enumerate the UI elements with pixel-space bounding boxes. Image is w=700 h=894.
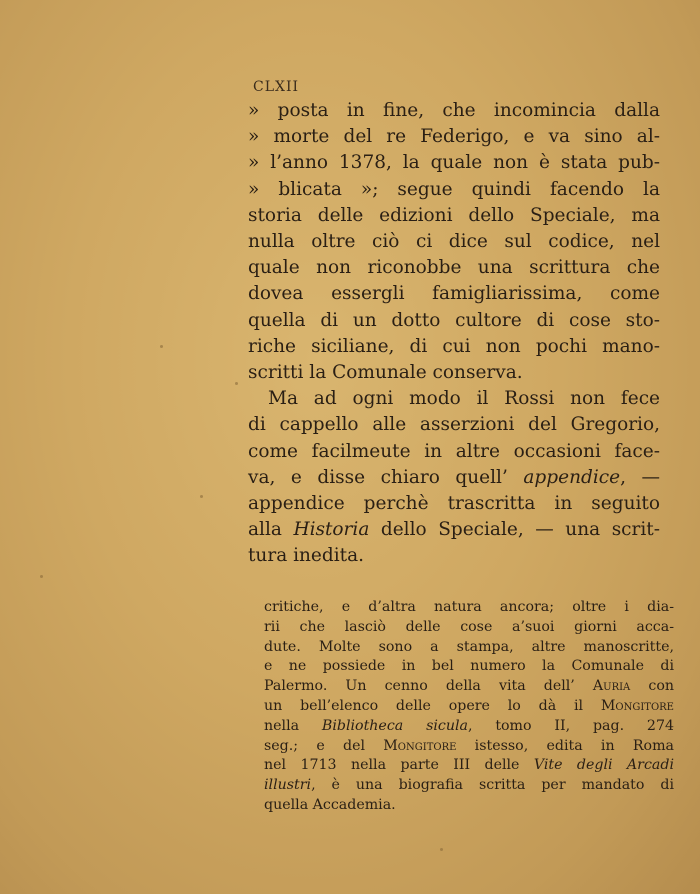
text-line: dovea essergli famigliarissima, come [248,283,660,305]
footnote-line [264,677,674,697]
paper-speck [160,345,163,348]
paper-speck [440,848,443,851]
text-segment: Palermo. Un cenno della vita dell’ [264,678,593,695]
text-line [248,517,660,543]
text-line: quella di un dotto cultore di cose sto- [248,309,660,331]
page-number: CLXII [253,79,300,95]
footnote-line: rii che lasciò delle cose a’suoi giorni acca- [264,618,674,635]
text-line: » posta in fine, che incomincia dalla [248,100,660,121]
text-segment: istesso, edita in Roma [456,737,674,754]
text-segment: seg.; e del [264,737,384,754]
footnote-line: e ne possiede in bel numero la Comunale di [264,658,674,675]
text-line [248,465,660,491]
text-segment: va, e disse chiaro quell’ [248,466,524,488]
text-line: appendice perchè trascritta in seguito [248,493,660,515]
text-line: storia delle edizioni dello Speciale, ma [248,204,660,226]
text-segment: nella [264,717,322,734]
paper-speck [40,575,43,578]
footnote-line [264,776,674,796]
text-segment: , è una biografia scritta per mandato di [311,777,674,794]
footnote-line [264,717,674,737]
paper-speck [235,382,238,385]
footnote-line [264,697,674,717]
italic-term: Bibliotheca sicula [321,717,468,734]
italic-term: Historia [293,519,370,541]
text-segment: dello Speciale, — una scrit- [369,519,660,541]
text-line: nulla oltre ciò ci dice sul codice, nel [248,231,660,253]
text-segment: , tomo II, pag. 274 [467,717,675,734]
footnote-line: dute. Molte sono a stampa, altre manoscritte, [264,638,674,655]
footnote-line [264,756,674,776]
text-line: Ma ad ogni modo il Rossi non fece [268,388,660,410]
text-line: di cappello alle asserzioni del Gregorio, [248,414,660,436]
text-line: tura inedita. [248,545,364,567]
text-segment: un bell’elenco delle opere lo dà il [264,697,601,714]
footnote-line: critiche, e d’altra natura ancora; oltre i dia- [264,599,674,615]
footnote [264,598,674,816]
text-line: come facilmeute in altre occasioni face- [248,440,660,462]
text-line: » morte del re Federigo, e va sino al- [248,126,660,148]
italic-term: illustri [264,777,312,794]
small-caps-name: Mongitore [600,697,674,714]
footnote-line [264,737,674,757]
small-caps-name: Auria [592,678,631,695]
text-segment: nel 1713 nella parte III delle [264,757,534,774]
small-caps-name: Mongitore [383,737,457,754]
text-line: quale non riconobbe una scrittura che [248,257,660,279]
text-line: riche siciliane, di cui non pochi mano- [248,335,660,357]
italic-term: appendice [523,466,621,488]
text-line: » l’anno 1378, la quale non è stata pub- [248,152,660,174]
text-line: scritti la Comunale conserva. [248,362,523,384]
text-line: » blicata »; segue quindi facendo la [248,178,660,200]
paper-speck [200,495,203,498]
italic-term: Vite degli Arcadi [533,757,674,774]
text-segment: , — [620,466,660,488]
text-segment: con [630,678,674,695]
text-segment: alla [248,519,294,541]
main-text [248,98,660,570]
footnote-line: quella Accademia. [264,796,396,813]
